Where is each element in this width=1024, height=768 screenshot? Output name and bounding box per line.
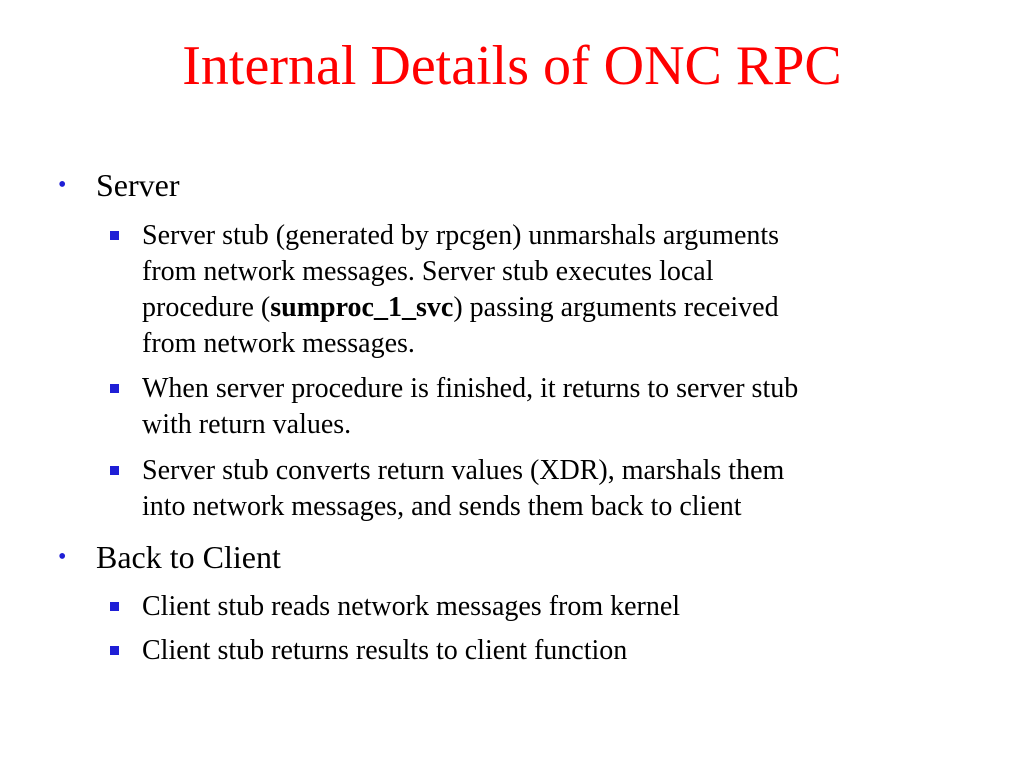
- text-line: [142, 290, 950, 326]
- square-bullet-icon: [110, 384, 119, 393]
- text-line: into network messages, and sends them back to client: [142, 491, 742, 522]
- text-line: from network messages. Server stub executes local: [142, 256, 714, 287]
- bullet-label: Back to Client: [96, 539, 281, 575]
- sub-bullet-text: [142, 633, 950, 669]
- text-fragment: procedure (: [142, 292, 271, 323]
- text-line: with return values.: [142, 409, 352, 440]
- sub-bullet-text: [142, 589, 950, 625]
- square-bullet-icon: [110, 602, 119, 611]
- round-bullet-icon: •: [58, 172, 67, 198]
- square-bullet-icon: [110, 646, 119, 655]
- slide-title: Internal Details of ONC RPC: [182, 35, 842, 97]
- square-bullet-icon: [110, 231, 119, 240]
- text-fragment: ) passing arguments received: [453, 292, 779, 323]
- text-line: Client stub returns results to client function: [142, 635, 628, 666]
- sub-bullet-text: [142, 453, 950, 525]
- text-line: Client stub reads network messages from kernel: [142, 591, 681, 622]
- round-bullet-icon: •: [58, 544, 67, 570]
- text-line: from network messages.: [142, 328, 415, 359]
- text-line: Server stub (generated by rpcgen) unmarshals arguments: [142, 220, 780, 251]
- square-bullet-icon: [110, 466, 119, 475]
- sub-bullet-text: [142, 218, 950, 362]
- text-line: Server stub converts return values (XDR), marshals them: [142, 455, 785, 486]
- text-line: When server procedure is finished, it returns to server stub: [142, 373, 799, 404]
- sub-bullet-text: [142, 371, 950, 443]
- function-name: sumproc_1_svc: [270, 292, 454, 323]
- bullet-label: Server: [96, 167, 180, 203]
